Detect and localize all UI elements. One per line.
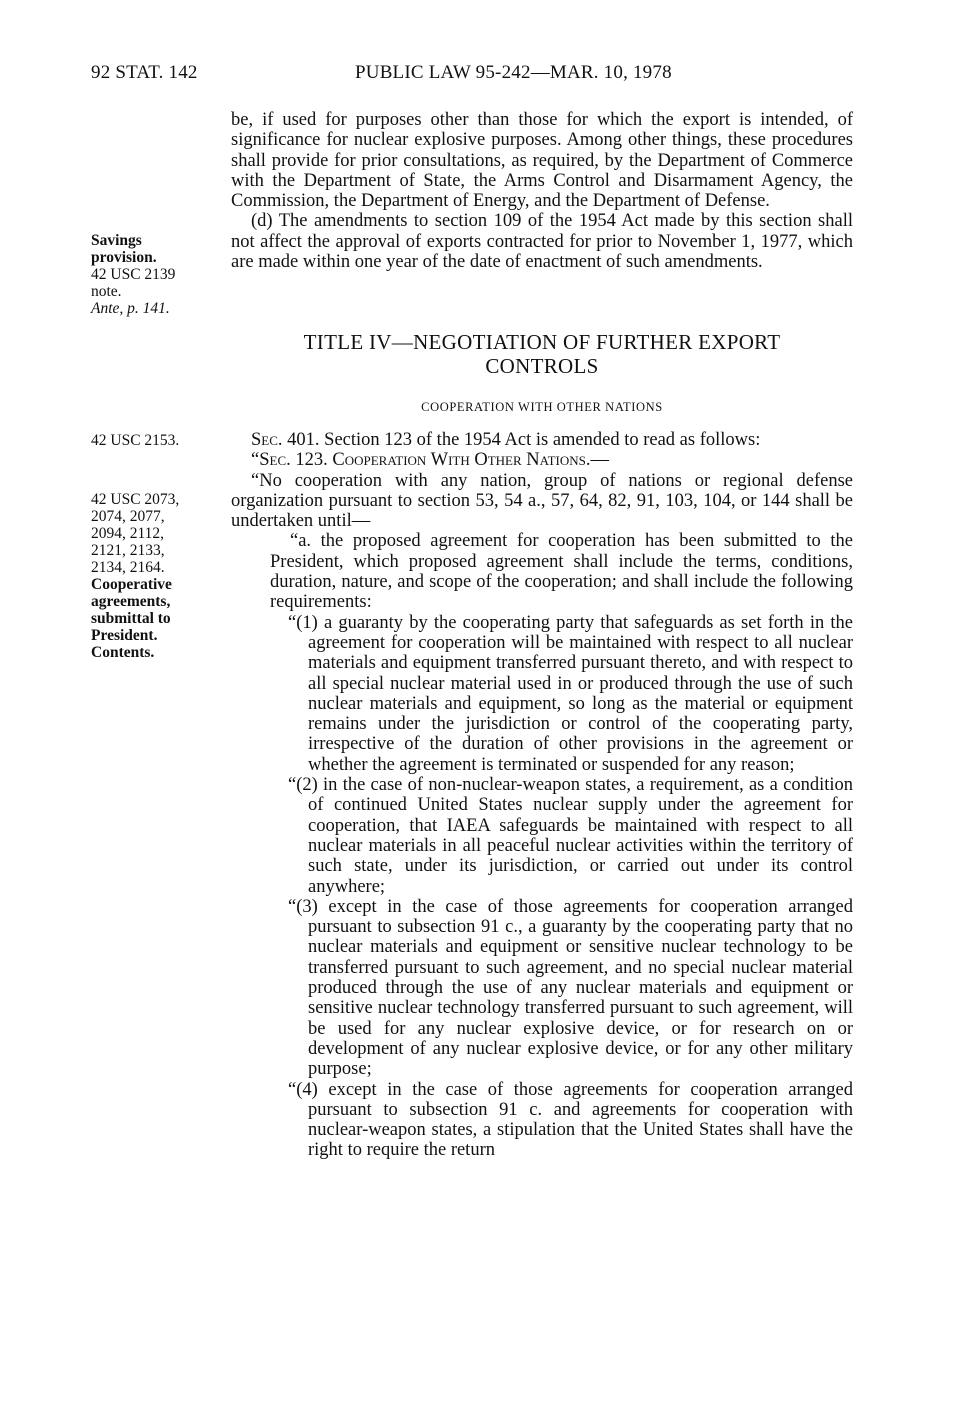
paragraph-d: (d) The amendments to section 109 of the 1954 Act made by this section shall not affect the approval of exports contracted for prior to November 1, 1977, which are made within one year of the date of enactment of such amendments.: [231, 211, 853, 273]
margin-note-savings: [91, 232, 175, 317]
subheading: COOPERATION WITH OTHER NATIONS: [421, 400, 663, 414]
requirement-3: “(3) except in the case of those agreements for cooperation arranged pursuant to subsection 91 c., a guaranty by the cooperating party that no nuclear materials and equipment or sensitive nuclear technology to be transferred pursuant to such agreement, and no special nuclear material produced through the use of any nuclear materials and equipment or sensitive nuclear technology transferred pursuant to such agreement, will be used for any nuclear explosive device, or for research on or development of any nuclear explosive device, or for any other military purpose;: [288, 896, 853, 1080]
margin-note-line: note.: [91, 283, 122, 300]
requirement-4: “(4) except in the case of those agreements for cooperation arranged pursuant to subsection 91 c. and agreements for cooperation with nuclear-weapon states, a stipulation that the United States shall have the right to require the return: [288, 1079, 853, 1161]
margin-note-line: provision.: [91, 249, 157, 266]
requirement-1: “(1) a guaranty by the cooperating party that safeguards as set forth in the agreement for cooperation will be maintained with respect to all nuclear materials and equipment transferred pursuant thereto, and with respect to all special nuclear material used in or produced through the use of such nuclear materials and equipment, so long as the material or equipment remains under the jurisdiction or control of the cooperating party, irrespective of the duration of other provisions in the agreement or whether the agreement is terminated or suspended for any reason;: [288, 612, 853, 775]
margin-note-line: Contents.: [91, 644, 155, 661]
margin-note-line: President.: [91, 627, 158, 644]
title-line: TITLE IV—NEGOTIATION OF FURTHER EXPORT: [303, 330, 781, 354]
margin-note-line: submittal to: [91, 610, 171, 627]
stat-reference: 92 STAT. 142: [91, 62, 198, 83]
no-cooperation-paragraph: “No cooperation with any nation, group of nations or regional defense organization pursuant to section 53, 54 a., 57, 64, 82, 91, 103, 104, or 144 shall be undertaken until—: [231, 470, 853, 532]
margin-note-line: Cooperative: [91, 576, 172, 593]
margin-note-line: Savings: [91, 232, 142, 249]
requirement-2: “(2) in the case of non-nuclear-weapon states, a requirement, as a condition of continued United States nuclear supply under the agreement for cooperation, that IAEA safeguards be maintained with respect to all nuclear materials in all peaceful nuclear activities within the territory of such state, under its jurisdiction, or carried out under its control anywhere;: [288, 775, 853, 897]
margin-note-line: 2094, 2112,: [91, 525, 165, 542]
margin-note-usc-list: [91, 491, 179, 661]
margin-note-line: 42 USC 2153.: [91, 432, 180, 449]
title-iv-heading: [231, 330, 853, 378]
margin-note-ante: Ante, p. 141.: [91, 300, 170, 317]
section-401-text: 401. Section 123 of the 1954 Act is amended to read as follows:: [282, 430, 761, 450]
margin-note-line: agreements,: [91, 593, 171, 610]
margin-note-line: 42 USC 2139: [91, 266, 176, 283]
body-text-top: [231, 110, 853, 272]
running-head: PUBLIC LAW 95-242—MAR. 10, 1978: [355, 62, 672, 83]
body-text-section-401: [231, 430, 853, 1161]
paragraph-a: “a. the proposed agreement for cooperation has been submitted to the President, which proposed agreement shall include the terms, conditions, duration, nature, and scope of the cooperation; and shall include the following requirements:: [270, 531, 853, 613]
section-123-heading: “Sec. 123. Cooperation With Other Nations.—: [251, 450, 609, 471]
margin-note-line: 2134, 2164.: [91, 559, 165, 576]
margin-note-line: 42 USC 2073,: [91, 491, 180, 508]
margin-note-line: 2074, 2077,: [91, 508, 165, 525]
section-label: Sec.: [251, 430, 283, 450]
section-401: [231, 430, 853, 450]
margin-note-usc-2153: [91, 432, 179, 449]
title-line: CONTROLS: [485, 354, 599, 378]
margin-note-line: 2121, 2133,: [91, 542, 165, 559]
continuation-paragraph: be, if used for purposes other than those for which the export is intended, of significance for nuclear explosive purposes. Among other things, these procedures shall provide for prior consultations, as required, by the Department of Commerce with the Department of State, the Arms Control and Disarmament Agency, the Commission, the Department of Energy, and the Department of Defense.: [231, 110, 853, 212]
